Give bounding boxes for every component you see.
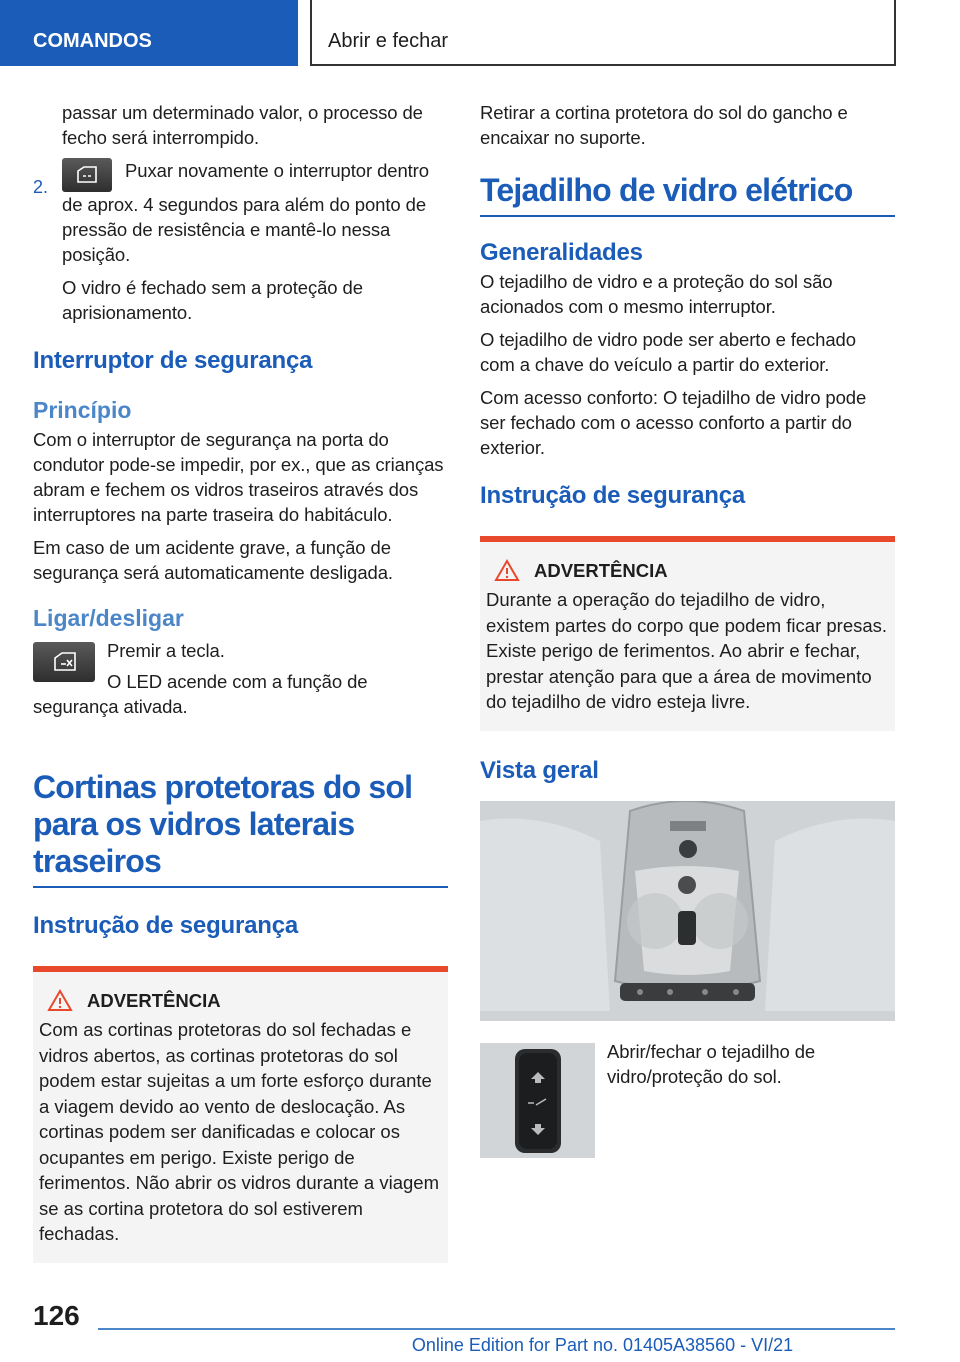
right-column <box>480 100 895 1158</box>
heading-vista-geral: Vista geral <box>480 756 599 784</box>
edition-text: Online Edition for Part no. 01405A38560 - VI/21 <box>411 1335 794 1355</box>
step-2-note: O vidro é fechado sem a proteção de aprisionamento. <box>62 277 363 323</box>
warning-title: ADVERTÊNCIA <box>87 989 221 1011</box>
warning-triangle-icon <box>47 989 73 1012</box>
caption-block <box>480 1043 895 1158</box>
heading-instrucao-left: Instrução de segurança <box>33 912 299 939</box>
principio-paragraph-2: Em caso de um acidente grave, a função de segurança será automaticamente desligada. <box>33 537 393 583</box>
ligar-paragraph-1: Premir a tecla. <box>107 640 225 661</box>
roof-switch-photo <box>480 1043 595 1158</box>
heading-instrucao-right: Instrução de segurança <box>480 482 746 509</box>
heading-cortinas: Cortinas protetoras do sol para os vidros laterais traseiros <box>33 769 448 888</box>
step-2-text: Puxar novamente o interruptor dentro de aprox. 4 segundos para além do ponto de pressão de resistência e mantê-lo nessa posição. <box>62 160 429 265</box>
ligar-block <box>33 638 448 727</box>
left-column <box>33 100 448 1263</box>
continued-paragraph: passar um determinado valor, o processo de fecho será interrompido. <box>62 102 423 148</box>
page-number: 126 <box>33 1300 80 1331</box>
warning-box-left <box>33 966 448 1263</box>
heading-generalidades: Generalidades <box>480 239 643 266</box>
section-tab: COMANDOS <box>0 0 298 66</box>
safety-switch-icon <box>33 642 95 682</box>
roof-console-photo <box>480 801 895 1021</box>
generalidades-paragraph-2: O tejadilho de vidro pode ser aberto e fechado com a chave do veículo a partir do exterior. <box>480 329 856 375</box>
retirar-paragraph: Retirar a cortina protetora do sol do gancho e encaixar no suporte. <box>480 102 848 148</box>
step-number: 2. <box>33 177 49 197</box>
generalidades-paragraph-1: O tejadilho de vidro e a proteção do sol são acionados com o mesmo interruptor. <box>480 271 833 317</box>
caption-text: Abrir/fechar o tejadilho de vidro/proteção do sol. <box>607 1042 816 1087</box>
heading-ligar: Ligar/desligar <box>33 605 184 631</box>
window-switch-icon <box>62 158 112 192</box>
topic-title: Abrir e fechar <box>310 0 896 66</box>
page-header <box>0 0 960 66</box>
heading-tejadilho: Tejadilho de vidro elétrico <box>480 172 895 217</box>
footer-rule <box>98 1328 895 1330</box>
generalidades-paragraph-3: Com acesso conforto: O tejadilho de vidro pode ser fechado com o acesso conforto a partir do exterior. <box>480 387 867 458</box>
warning-title: ADVERTÊNCIA <box>534 559 668 581</box>
ligar-paragraph-2: O LED acende com a função de segurança ativada. <box>33 671 368 717</box>
heading-principio: Princípio <box>33 397 132 423</box>
step-2 <box>33 158 448 325</box>
warning-triangle-icon <box>494 559 520 582</box>
heading-interruptor: Interruptor de segurança <box>33 347 313 374</box>
warning-text: Com as cortinas protetoras do sol fechadas e vidros abertos, as cortinas protetoras do sol podem estar sujeitas a um forte esforço durante a viagem devido ao vento de deslocação. As cortinas podem ser danificadas e colocar os ocupantes em perigo. Existe perigo de ferimentos. Não abrir os vidros durante a viagem se as cortina protetora do sol estiverem fechadas. <box>39 1019 439 1244</box>
warning-text: Durante a operação do tejadilho de vidro, existem partes do corpo que podem ficar presas. Existe perigo de ferimentos. Ao abrir e fechar, prestar atenção para que a área de movimento do tejadilho de vidro esteja livre. <box>486 589 888 712</box>
principio-paragraph-1: Com o interruptor de segurança na porta do condutor pode-se impedir, por ex., que as crianças abram e fechem os vidros traseiros através dos interruptores na parte traseira do habitáculo. <box>33 429 444 525</box>
warning-box-right <box>480 536 895 731</box>
